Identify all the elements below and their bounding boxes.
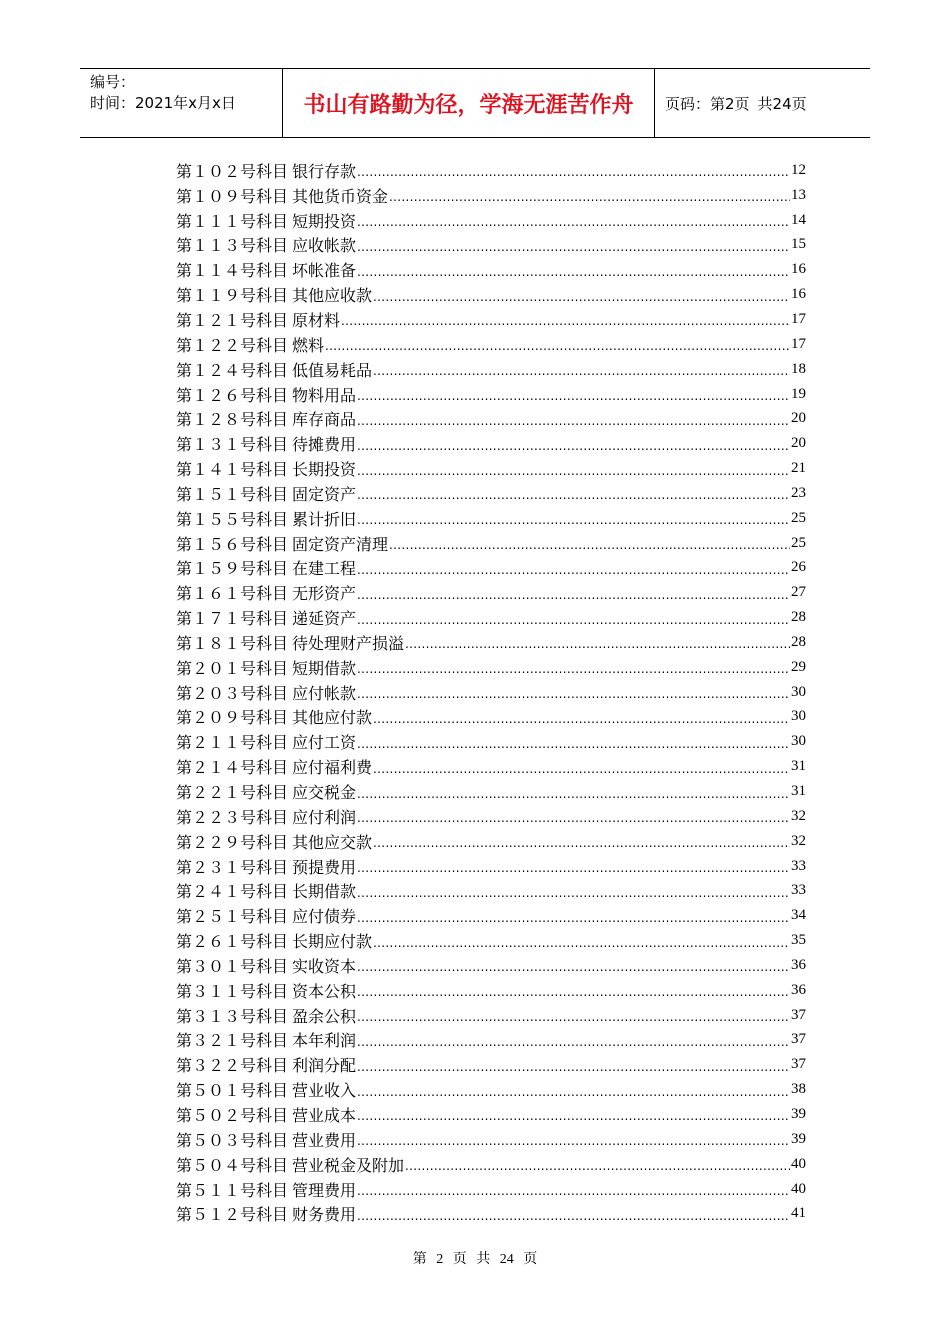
toc-entry-code: 第２５１号科目	[176, 907, 289, 927]
toc-entry-page: 37	[791, 1031, 806, 1048]
toc-entry-title: 应付利润	[292, 807, 357, 827]
toc-leader-dots	[357, 460, 790, 478]
toc-entry-code: 第１１１号科目	[176, 211, 289, 231]
toc-leader-dots	[357, 1031, 790, 1049]
toc-entry-page: 16	[791, 286, 806, 303]
toc-entry-title: 本年利润	[292, 1031, 357, 1051]
toc-entry-page: 15	[791, 236, 806, 253]
toc-entry-page: 30	[791, 683, 806, 700]
toc-entry-title: 递延资产	[292, 609, 357, 629]
toc-leader-dots	[357, 385, 790, 403]
toc-entry-page: 41	[791, 1205, 806, 1222]
toc-entry-code: 第２１４号科目	[176, 758, 289, 778]
toc-entry-code: 第５１２号科目	[176, 1205, 289, 1225]
toc-entry-title: 盈余公积	[292, 1006, 357, 1026]
toc-entry[interactable]	[176, 903, 806, 928]
toc-entry[interactable]	[176, 804, 806, 829]
toc-entry-page: 30	[791, 733, 806, 750]
toc-entry[interactable]	[176, 406, 806, 431]
toc-entry-page: 12	[791, 161, 806, 178]
toc-entry[interactable]	[176, 630, 806, 655]
toc-entry[interactable]	[176, 680, 806, 705]
toc-leader-dots	[357, 783, 790, 801]
toc-entry-code: 第１０９号科目	[176, 186, 289, 206]
toc-leader-dots	[357, 1180, 790, 1198]
toc-entry-code: 第２２３号科目	[176, 807, 289, 827]
toc-entry-code: 第１２６号科目	[176, 385, 289, 405]
toc-entry[interactable]	[176, 1201, 806, 1226]
toc-entry-page: 38	[791, 1081, 806, 1098]
toc-entry-page: 19	[791, 385, 806, 402]
toc-entry-code: 第２２９号科目	[176, 832, 289, 852]
toc-entry-page: 31	[791, 758, 806, 775]
toc-entry-code: 第２４１号科目	[176, 882, 289, 902]
toc-entry-title: 无形资产	[292, 584, 357, 604]
toc-entry[interactable]	[176, 854, 806, 879]
toc-entry-title: 固定资产清理	[292, 534, 389, 554]
toc-leader-dots	[357, 683, 790, 701]
toc-entry-title: 坏帐准备	[292, 261, 357, 281]
toc-entry-code: 第３０１号科目	[176, 956, 289, 976]
toc-entry-title: 固定资产	[292, 484, 357, 504]
toc-leader-dots	[357, 236, 790, 254]
toc-entry-page: 17	[791, 335, 806, 352]
toc-leader-dots	[389, 186, 790, 204]
toc-entry-page: 36	[791, 981, 806, 998]
toc-entry-code: 第１２１号科目	[176, 310, 289, 330]
page-footer: 第 2 页 共 24 页	[412, 1252, 538, 1267]
toc-entry[interactable]	[176, 208, 806, 233]
toc-leader-dots	[357, 1205, 790, 1223]
toc-leader-dots	[405, 633, 790, 651]
header-page-info	[655, 69, 870, 137]
toc-entry-code: 第１４１号科目	[176, 460, 289, 480]
toc-entry-page: 33	[791, 857, 806, 874]
toc-entry-title: 长期借款	[292, 882, 357, 902]
toc-entry-title: 物料用品	[292, 385, 357, 405]
toc-leader-dots	[357, 161, 790, 179]
toc-entry-title: 预提费用	[292, 857, 357, 877]
toc-leader-dots	[357, 882, 790, 900]
toc-entry-code: 第５０１号科目	[176, 1081, 289, 1101]
toc-entry-title: 短期投资	[292, 211, 357, 231]
toc-entry[interactable]	[176, 953, 806, 978]
toc-entry[interactable]	[176, 506, 806, 531]
toc-entry-code: 第５０４号科目	[176, 1155, 289, 1175]
toc-entry[interactable]	[176, 928, 806, 953]
header-page-number: 页码：第2页	[665, 94, 750, 113]
toc-leader-dots	[357, 1130, 790, 1148]
toc-entry-page: 29	[791, 658, 806, 675]
toc-entry[interactable]	[176, 357, 806, 382]
toc-entry[interactable]	[176, 481, 806, 506]
toc-leader-dots	[357, 211, 790, 229]
toc-leader-dots	[357, 509, 790, 527]
toc-entry[interactable]	[176, 1077, 806, 1102]
toc-entry-code: 第１２４号科目	[176, 360, 289, 380]
toc-leader-dots	[357, 807, 790, 825]
toc-entry-title: 应付工资	[292, 733, 357, 753]
toc-entry-page: 37	[791, 1056, 806, 1073]
toc-entry[interactable]	[176, 307, 806, 332]
toc-entry[interactable]	[176, 456, 806, 481]
toc-entry-code: 第２６１号科目	[176, 932, 289, 952]
toc-entry-title: 累计折旧	[292, 509, 357, 529]
toc-leader-dots	[357, 559, 790, 577]
toc-entry-code: 第２０３号科目	[176, 683, 289, 703]
toc-entry-page: 25	[791, 509, 806, 526]
toc-entry-page: 39	[791, 1130, 806, 1147]
toc-entry-code: 第１７１号科目	[176, 609, 289, 629]
toc-leader-dots	[325, 335, 790, 353]
toc-entry-code: 第３２１号科目	[176, 1031, 289, 1051]
toc-entry-code: 第１３１号科目	[176, 435, 289, 455]
toc-entry-code: 第２０９号科目	[176, 708, 289, 728]
toc-leader-dots	[341, 310, 790, 328]
toc-entry-code: 第５０３号科目	[176, 1130, 289, 1150]
toc-entry-page: 31	[791, 783, 806, 800]
toc-entry-code: 第１８１号科目	[176, 633, 289, 653]
toc-entry-title: 待摊费用	[292, 435, 357, 455]
toc-entry-code: 第１１９号科目	[176, 286, 289, 306]
toc-entry[interactable]	[176, 1177, 806, 1202]
toc-entry-code: 第１５６号科目	[176, 534, 289, 554]
toc-leader-dots	[357, 857, 790, 875]
toc-entry-code: 第５０２号科目	[176, 1105, 289, 1125]
toc-entry-code: 第１６１号科目	[176, 584, 289, 604]
toc-entry[interactable]	[176, 556, 806, 581]
toc-entry-title: 应付福利费	[292, 758, 373, 778]
toc-entry-code: 第３１３号科目	[176, 1006, 289, 1026]
toc-leader-dots	[357, 733, 790, 751]
toc-entry-code: 第１０２号科目	[176, 161, 289, 181]
toc-entry-page: 18	[791, 360, 806, 377]
toc-entry-title: 长期投资	[292, 460, 357, 480]
toc-entry-title: 管理费用	[292, 1180, 357, 1200]
toc-entry[interactable]	[176, 431, 806, 456]
toc-entry-title: 财务费用	[292, 1205, 357, 1225]
toc-entry-code: 第１１３号科目	[176, 236, 289, 256]
toc-leader-dots	[357, 261, 790, 279]
toc-entry-code: 第３２２号科目	[176, 1056, 289, 1076]
toc-entry-title: 营业费用	[292, 1130, 357, 1150]
toc-entry-page: 40	[791, 1155, 806, 1172]
toc-entry-title: 低值易耗品	[292, 360, 373, 380]
toc-entry[interactable]	[176, 978, 806, 1003]
toc-entry-page: 20	[791, 410, 806, 427]
toc-entry-code: 第５１１号科目	[176, 1180, 289, 1200]
toc-entry[interactable]	[176, 829, 806, 854]
toc-leader-dots	[357, 658, 790, 676]
toc-entry-title: 长期应付款	[292, 932, 373, 952]
toc-entry-page: 32	[791, 807, 806, 824]
toc-entry[interactable]	[176, 1003, 806, 1028]
toc-entry-title: 营业成本	[292, 1105, 357, 1125]
toc-entry[interactable]	[176, 233, 806, 258]
toc-leader-dots	[357, 1006, 790, 1024]
toc-leader-dots	[373, 360, 790, 378]
toc-entry[interactable]	[176, 158, 806, 183]
toc-entry-page: 39	[791, 1105, 806, 1122]
toc-entry-title: 待处理财产损溢	[292, 633, 405, 653]
toc-leader-dots	[389, 534, 790, 552]
toc-entry-title: 营业税金及附加	[292, 1155, 405, 1175]
toc-entry-title: 应付帐款	[292, 683, 357, 703]
toc-entry-page: 14	[791, 211, 806, 228]
toc-entry[interactable]	[176, 282, 806, 307]
toc-entry-title: 利润分配	[292, 1056, 357, 1076]
toc-leader-dots	[373, 708, 790, 726]
toc-entry[interactable]	[176, 655, 806, 680]
toc-leader-dots	[357, 584, 790, 602]
toc-leader-dots	[357, 1105, 790, 1123]
toc-entry-title: 短期借款	[292, 658, 357, 678]
toc-entry-title: 库存商品	[292, 410, 357, 430]
toc-entry-page: 27	[791, 584, 806, 601]
toc-entry[interactable]	[176, 382, 806, 407]
toc-entry[interactable]	[176, 605, 806, 630]
toc-entry-page: 26	[791, 559, 806, 576]
toc-entry[interactable]	[176, 754, 806, 779]
toc-entry-page: 28	[791, 609, 806, 626]
toc-entry-page: 30	[791, 708, 806, 725]
toc-leader-dots	[357, 1056, 790, 1074]
toc-entry-page: 36	[791, 956, 806, 973]
toc-leader-dots	[357, 981, 790, 999]
toc-entry-title: 应收帐款	[292, 236, 357, 256]
toc-leader-dots	[357, 484, 790, 502]
toc-leader-dots	[357, 410, 790, 428]
toc-entry-page: 21	[791, 460, 806, 477]
toc-entry-code: 第１１４号科目	[176, 261, 289, 281]
toc-entry-code: 第２３１号科目	[176, 857, 289, 877]
toc-entry-page: 32	[791, 832, 806, 849]
toc-leader-dots	[357, 435, 790, 453]
header-motto: 书山有路勤为径，学海无涯苦作舟	[303, 92, 634, 118]
toc-entry-page: 28	[791, 633, 806, 650]
toc-leader-dots	[373, 286, 790, 304]
toc-entry-title: 原材料	[292, 310, 341, 330]
toc-entry[interactable]	[176, 779, 806, 804]
toc-entry-page: 13	[791, 186, 806, 203]
toc-entry-title: 应交税金	[292, 783, 357, 803]
toc-entry-page: 17	[791, 310, 806, 327]
toc-entry-title: 在建工程	[292, 559, 357, 579]
toc-entry[interactable]	[176, 1102, 806, 1127]
toc-entry-page: 40	[791, 1180, 806, 1197]
toc-leader-dots	[357, 907, 790, 925]
toc-entry-code: 第１５５号科目	[176, 509, 289, 529]
toc-entry-code: 第１５９号科目	[176, 559, 289, 579]
document-number-label: 编号：	[90, 73, 136, 91]
toc-entry-title: 其他应收款	[292, 286, 373, 306]
toc-entry-page: 25	[791, 534, 806, 551]
toc-entry-code: 第２１１号科目	[176, 733, 289, 753]
toc-entry[interactable]	[176, 878, 806, 903]
toc-entry-code: 第１２２号科目	[176, 335, 289, 355]
toc-entry[interactable]	[176, 332, 806, 357]
toc-leader-dots	[357, 1081, 790, 1099]
toc-entry[interactable]	[176, 705, 806, 730]
toc-entry-page: 16	[791, 261, 806, 278]
toc-entry-code: 第２２１号科目	[176, 783, 289, 803]
toc-entry-title: 营业收入	[292, 1081, 357, 1101]
header-motto-cell	[282, 69, 655, 137]
toc-entry-code: 第１２８号科目	[176, 410, 289, 430]
page-header	[80, 68, 870, 138]
toc-entry-title: 其他应付款	[292, 708, 373, 728]
toc-entry[interactable]	[176, 257, 806, 282]
toc-entry-page: 37	[791, 1006, 806, 1023]
toc-entry[interactable]	[176, 1028, 806, 1053]
toc-entry-title: 资本公积	[292, 981, 357, 1001]
toc-entry-title: 其他应交款	[292, 832, 373, 852]
toc-entry[interactable]	[176, 183, 806, 208]
toc-entry-page: 23	[791, 484, 806, 501]
document-time-label: 时间：2021年x月x日	[90, 94, 236, 112]
toc-entry[interactable]	[176, 580, 806, 605]
toc-entry-title: 其他货币资金	[292, 186, 389, 206]
toc-leader-dots	[373, 832, 790, 850]
toc-leader-dots	[357, 609, 790, 627]
toc-entry-title: 燃料	[292, 335, 325, 355]
toc-entry[interactable]	[176, 1127, 806, 1152]
toc-entry-title: 应付债券	[292, 907, 357, 927]
table-of-contents	[176, 158, 806, 1226]
toc-leader-dots	[405, 1155, 790, 1173]
toc-entry[interactable]	[176, 1152, 806, 1177]
header-meta	[80, 69, 282, 137]
toc-entry-code: 第３１１号科目	[176, 981, 289, 1001]
toc-entry-title: 实收资本	[292, 956, 357, 976]
toc-entry[interactable]	[176, 1052, 806, 1077]
toc-leader-dots	[357, 956, 790, 974]
toc-entry-code: 第２０１号科目	[176, 658, 289, 678]
toc-entry-page: 20	[791, 435, 806, 452]
toc-entry-page: 34	[791, 907, 806, 924]
toc-entry-page: 33	[791, 882, 806, 899]
toc-entry-code: 第１５１号科目	[176, 484, 289, 504]
toc-leader-dots	[373, 932, 790, 950]
toc-entry[interactable]	[176, 729, 806, 754]
toc-entry[interactable]	[176, 531, 806, 556]
header-page-total: 共24页	[757, 94, 807, 113]
toc-entry-page: 35	[791, 932, 806, 949]
toc-leader-dots	[373, 758, 790, 776]
toc-entry-title: 银行存款	[292, 161, 357, 181]
